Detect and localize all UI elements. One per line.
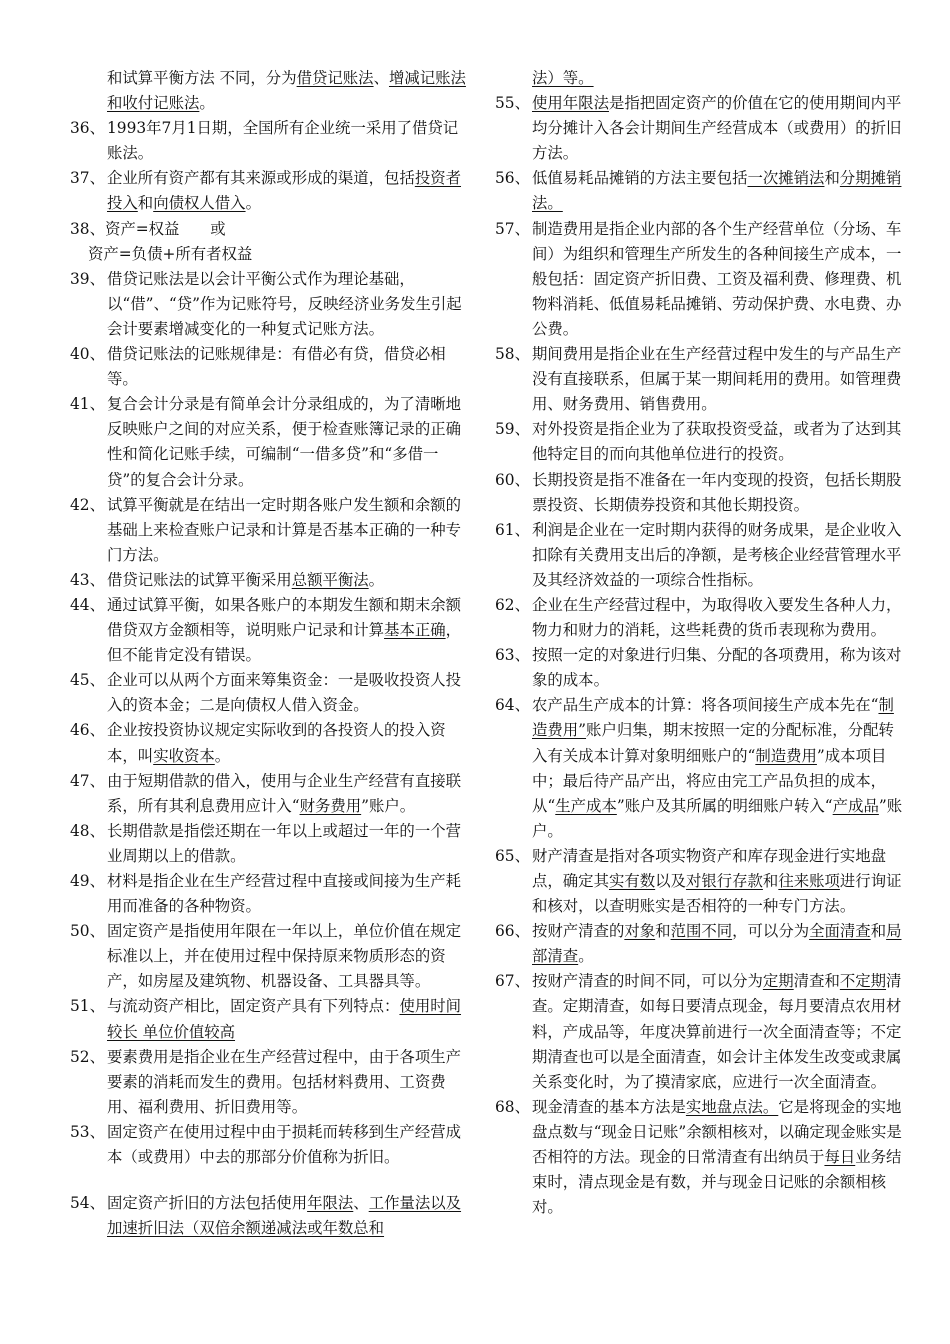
numbered-item: [495, 919, 905, 969]
text-run: ”账户及其所属的明细账户转入“: [616, 796, 833, 815]
underlined-term: 全面清查: [809, 922, 871, 941]
underlined-term: 实地盘点法。: [685, 1097, 779, 1116]
formula-line: [70, 217, 468, 242]
item-number: 43、: [70, 570, 105, 589]
text-run: 进行询证和核对，以查明账实是否相符的一种专门方法。: [532, 872, 902, 916]
formula-line: [70, 242, 468, 267]
underlined-term: 往来账项: [778, 872, 840, 890]
numbered-item: [70, 392, 468, 492]
text-run: 企业所有资产都有其来源或形成的渠道，包括: [107, 169, 415, 188]
text-run: 。: [578, 947, 594, 966]
paragraph-gap: [70, 1170, 468, 1191]
item-number: 52、: [70, 1047, 105, 1066]
underlined-term: 向债权人借入: [153, 194, 246, 213]
item-number: 65、: [495, 846, 530, 865]
text-run: 复合会计分录是有简单会计分录组成的，为了清晰地反映账户之间的对应关系，便于检查账簿记录的正确性和简化记账手续，可编制“一借多贷”和“多借一贷”的复合会计分录。: [107, 395, 461, 489]
text-run: 通过试算平衡，如果各账户的本期发生额和期末余额借贷双方金额相等，说明账户记录和计算: [107, 595, 461, 640]
text-run: 资产=负债+所有者权益: [88, 244, 253, 263]
underlined-term: 年限法: [307, 1194, 354, 1213]
numbered-item: [70, 116, 468, 166]
item-number: 50、: [70, 922, 105, 941]
text-run: 对外投资是指企业为了获取投资受益，或者为了达到其他特定目的而向其他单位进行的投资。: [532, 420, 902, 464]
numbered-item: [495, 593, 905, 643]
text-run: 现金清查的基本方法是: [532, 1097, 686, 1116]
text-run: 由于短期借款的借入，使用与企业生产经营有直接联系，所有其利息费用应计入“: [107, 771, 461, 815]
underlined-term: 实收资本: [153, 746, 215, 765]
numbered-item: [70, 769, 468, 819]
numbered-item: [70, 919, 468, 994]
underlined-term: 制造费用”: [532, 696, 894, 740]
text-run: 账户归集，期末按照一定的分配标准，分配转入有关成本计算对象明细账户的“: [532, 721, 894, 765]
text-run: 以及: [655, 872, 686, 890]
underlined-term: 每日: [824, 1148, 856, 1167]
numbered-item: [70, 718, 468, 768]
text-run: 低值易耗品摊销的方法主要包括: [532, 169, 748, 188]
numbered-item: [495, 969, 905, 1094]
item-number: 41、: [70, 395, 105, 414]
text-run: 和: [655, 922, 671, 941]
text-run: 。: [199, 94, 215, 113]
underlined-term: 一次摊销法: [747, 169, 825, 188]
numbered-item: [495, 166, 905, 216]
text-run: 企业可以从两个方面来筹集资金：一是吸收投资人投入的资本金；二是向债权人借入资金。: [107, 671, 461, 715]
underlined-term: 局部清查: [532, 922, 902, 966]
text-run: 长期借款是指偿还期在一年以上或超过一年的一个营业周期以上的借款。: [107, 821, 461, 865]
underlined-term: 借贷记账法: [296, 69, 374, 87]
text-run: 它是将现金的实地盘点数与“现金日记账”余额相核对，以确定现金账实是否相符的方法。现金的日常清查有出纳员于: [532, 1097, 902, 1167]
text-run: ，但不能肯定没有错误。: [107, 621, 462, 665]
item-number: 67、: [495, 972, 530, 991]
text-run: 固定资产折旧的方法包括使用: [107, 1194, 308, 1213]
underlined-term: 基本正确: [384, 621, 446, 640]
item-number: 49、: [70, 872, 105, 890]
text-run: ”成本项目中；最后待产品产出，将应由完工产品负担的成本，从“: [532, 746, 887, 815]
numbered-item: [70, 166, 468, 216]
item-number: 63、: [495, 646, 530, 665]
numbered-item: [495, 1095, 905, 1220]
numbered-item: [495, 468, 905, 518]
continued-text: [70, 66, 468, 116]
item-number: 58、: [495, 345, 530, 364]
text-run: 清查。定期清查，如每日要清点现金，每月要清点农用材料，产成品等，年度决算前进行一次全面清查等；不定期清查也可以是全面清查，如会计主体发生改变或隶属关系变化时，为了摸清家底，应进行一次全面清查。: [532, 972, 902, 1091]
text-run: 和: [762, 872, 779, 890]
text-run: 和: [870, 922, 887, 941]
item-number: 55、: [495, 94, 530, 113]
underlined-term: 实有数: [608, 872, 656, 890]
item-number: 44、: [70, 595, 105, 614]
text-run: 。: [214, 746, 231, 765]
text-run: 固定资产是指使用年限在一年以上，单位价值在规定标准以上，并在使用过程中保持原来物质形态的资产，如房屋及建筑物、机器设备、工具器具等。: [107, 922, 461, 991]
item-number: 66、: [495, 922, 530, 941]
item-number: 42、: [70, 495, 105, 514]
text-run: 材料是指企业在生产经营过程中直接或间接为生产耗用而准备的各种物资。: [107, 872, 461, 916]
numbered-item: [495, 91, 905, 166]
numbered-item: [70, 668, 468, 718]
text-run: 借贷记账法的试算平衡采用: [107, 570, 292, 589]
numbered-item: [495, 518, 905, 593]
text-run: 和: [137, 194, 154, 213]
text-run: 按照一定的对象进行归集、分配的各项费用，称为该对象的成本。: [532, 646, 902, 690]
item-number: 51、: [70, 997, 105, 1016]
text-run: 利润是企业在一定时期内获得的财务成果，是企业收入扣除有关费用支出后的净额，是考核企业经营管理水平及其经济效益的一项综合性指标。: [532, 520, 902, 589]
underlined-term: 增减记账法和收付记账法: [107, 69, 466, 113]
text-run: 农产品生产成本的计算：将各项间接生产成本先在“: [532, 696, 879, 715]
text-run: 要素费用是指企业在生产经营过程中，由于各项生产要素的消耗而发生的费用。包括材料费用、工资费用、福利费用、折旧费用等。: [107, 1047, 461, 1116]
numbered-item: [70, 994, 468, 1044]
text-run: 、: [373, 69, 389, 87]
item-number: 39、: [70, 269, 105, 288]
underlined-term: 对银行存款: [685, 872, 763, 890]
text-run: 业务结束时，清点现金是有数，并与现金日记账的余额相核对。: [532, 1148, 902, 1217]
underlined-term: 使用年限法: [532, 94, 609, 113]
numbered-item: [70, 342, 468, 392]
text-run: 与流动资产相比，固定资产具有下列特点：: [107, 997, 400, 1016]
underlined-term: 投资者投入: [107, 169, 462, 213]
underlined-term: 对象: [624, 922, 656, 941]
item-number: 36、: [70, 119, 105, 138]
numbered-item: [70, 568, 468, 593]
underlined-term: 财务费用: [299, 796, 362, 815]
underlined-term: 产成品: [832, 796, 879, 815]
numbered-item: [495, 217, 905, 342]
text-run: ”账户。: [361, 796, 416, 815]
text-run: 是指把固定资产的价值在它的使用期间内平均分摊计入各会计期间生产经营成本（或费用）的折旧方法。: [532, 94, 902, 163]
numbered-item: [495, 342, 905, 417]
text-run: 按财产清查的: [532, 922, 625, 941]
numbered-item: [70, 1120, 468, 1170]
text-run: ”账户。: [532, 796, 903, 840]
underlined-term: 分期摊销法。: [532, 169, 902, 213]
underlined-term: 范围不同: [670, 922, 733, 941]
continued-text: [495, 66, 905, 91]
underlined-term: 工作量法以及加速折旧法（双倍余额递减法或年数总和: [107, 1194, 462, 1238]
item-number: 56、: [495, 169, 530, 188]
item-number: 62、: [495, 595, 530, 614]
item-number: 54、: [70, 1194, 105, 1213]
text-run: 财产清查是指对各项实物资产和库存现金进行实地盘点，确定其: [532, 846, 886, 890]
text-run: 、: [353, 1194, 369, 1213]
numbered-item: [70, 1045, 468, 1120]
item-number: 59、: [495, 420, 530, 439]
item-number: 46、: [70, 721, 105, 740]
item-number: 40、: [70, 345, 105, 364]
text-run: 固定资产在使用过程中由于损耗而转移到生产经营成本（或费用）中去的那部分价值称为折旧。: [107, 1122, 461, 1167]
text-run: ，可以分为: [732, 922, 810, 941]
numbered-item: [70, 593, 468, 668]
underlined-term: 总额平衡法: [291, 570, 369, 589]
text-run: 和试算平衡方法 不同，分为: [107, 69, 297, 87]
item-number: 64、: [495, 696, 530, 715]
underlined-term: 生产成本: [555, 796, 617, 815]
text-run: 38、资产=权益 或: [70, 219, 226, 238]
numbered-item: [70, 819, 468, 869]
numbered-item: [495, 643, 905, 693]
item-number: 48、: [70, 821, 105, 840]
text-run: 借贷记账法是以会计平衡公式作为理论基础，以“借”、“贷”作为记账符号，反映经济业务发生引起会计要素增减变化的一种复式记账方法。: [107, 269, 462, 338]
underlined-term: 制造费用: [755, 746, 817, 765]
text-run: 和: [824, 169, 840, 188]
numbered-item: [495, 693, 905, 844]
underlined-term: 法）等。: [532, 69, 594, 87]
numbered-item: [495, 417, 905, 467]
text-run: 长期投资是指不准备在一年内变现的投资，包括长期股票投资、长期债券投资和其他长期投资。: [532, 470, 902, 514]
numbered-item: [70, 1191, 468, 1241]
item-number: 37、: [70, 169, 105, 188]
text-run: 试算平衡就是在结出一定时期各账户发生额和余额的基础上来检查账户记录和计算是否基本正确的一种专门方法。: [107, 495, 461, 564]
underlined-term: 使用时间较长 单位价值较高: [107, 997, 462, 1041]
numbered-item: [495, 844, 905, 919]
text-run: 企业在生产经营过程中，为取得收入要发生各种人力，物力和财力的消耗，这些耗费的货币表现称为费用。: [532, 595, 902, 640]
text-run: 制造费用是指企业内部的各个生产经营单位（分场、车间）为组织和管理生产所发生的各种间接生产成本，一般包括：固定资产折旧费、工资及福利费、修理费、机物料消耗、低值易耗品摊销、劳动保护费、水电费、办公费。: [532, 219, 902, 338]
item-number: 47、: [70, 771, 105, 790]
item-number: 53、: [70, 1122, 105, 1141]
item-number: 68、: [495, 1097, 530, 1116]
text-run: 清查和: [793, 972, 840, 991]
underlined-term: 不定期: [839, 972, 887, 991]
text-run: 企业按投资协议规定实际收到的各投资人的投入资本，叫: [107, 721, 446, 765]
item-number: 60、: [495, 470, 530, 489]
text-run: 1993年7月1日期，全国所有企业统一采用了借贷记账法。: [107, 119, 459, 163]
underlined-term: 定期: [762, 972, 794, 991]
left-column: [70, 66, 468, 1241]
text-run: 。: [368, 570, 385, 589]
item-number: 61、: [495, 520, 530, 539]
text-run: 。: [245, 194, 261, 213]
numbered-item: [70, 869, 468, 919]
numbered-item: [70, 267, 468, 342]
numbered-item: [70, 493, 468, 568]
item-number: 57、: [495, 219, 530, 238]
text-run: 按财产清查的时间不同，可以分为: [532, 972, 763, 991]
right-column: [495, 66, 905, 1220]
text-run: 借贷记账法的记账规律是：有借必有贷，借贷必相等。: [107, 345, 446, 389]
item-number: 45、: [70, 671, 105, 690]
text-run: 期间费用是指企业在生产经营过程中发生的与产品生产没有直接联系，但属于某一期间耗用的费用。如管理费用、财务费用、销售费用。: [532, 345, 902, 414]
